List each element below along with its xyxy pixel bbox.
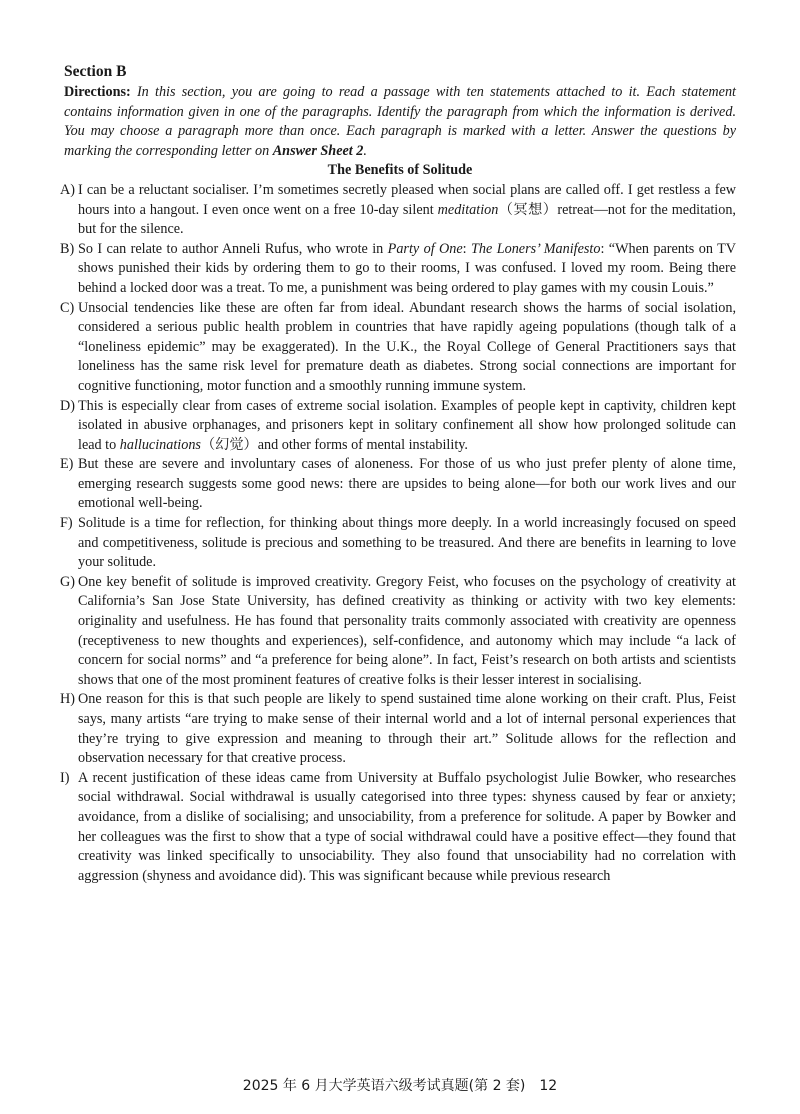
paragraph-text: One reason for this is that such people are likely to spend sustained time alone working on their craft. Plus, Feist says, many artists “are trying to make sense of their internal world and a lot of internal personal experiences that they’re trying to give expression and meaning to through their art.” Solitude allows for the reflection and observation necessary for that creative process. (78, 691, 736, 767)
directions (64, 83, 736, 161)
paragraph-g (60, 573, 736, 691)
paragraph-d (60, 397, 736, 456)
book-subtitle: The Loners’ Manifesto (471, 240, 601, 257)
paragraph-c (60, 299, 736, 397)
paragraph-a (60, 181, 736, 240)
paragraph-letter: G) (60, 573, 75, 590)
answer-sheet-ref: Answer Sheet 2 (272, 142, 364, 159)
directions-end: . (363, 142, 367, 159)
paragraph-text: Solitude is a time for reflection, for thinking about things more deeply. In a world increasingly focused on speed and competitiveness, solitude is precious and something to be treasured. And there are benefits in learning to love your solitude. (78, 515, 736, 571)
paragraph-text: This is especially clear from cases of extreme social isolation. Examples of people kept in captivity, children kept isolated in abusive orphanages, and prisoners kept in solitary confinement all show how prolonged solitude can lead to (78, 397, 736, 453)
paragraph-letter: A) (60, 181, 75, 198)
paragraph-text: : (462, 240, 472, 257)
paragraph-letter: E) (60, 456, 74, 473)
paragraph-h (60, 690, 736, 768)
paragraph-i (60, 769, 736, 887)
paragraph-text: But these are severe and involuntary cases of aloneness. For those of us who just prefer plenty of alone time, emerging research suggests some good news: there are upsides to being alone—for both our work lives and our emotional well-being. (78, 456, 736, 512)
paragraph-text: So I can relate to author Anneli Rufus, who wrote in (78, 240, 388, 257)
paragraph-italic: hallucinations (119, 436, 201, 453)
paragraph-text: One key benefit of solitude is improved creativity. Gregory Feist, who focuses on the psychology of creativity at California’s San Jose State University, has defined creativity as thinking or activity with two key elements: originality and usefulness. He has found that personality traits commonly associated with creativity are openness (receptiveness to new thoughts and experiences), self-confidence, and autonomy which may include “a lack of concern for social norms” and “a preference for being alone”. In fact, Feist’s research on both artists and scientists shows that one of the most prominent features of creative folks is their lesser interest in socialising. (78, 573, 736, 688)
paragraph-text: : “When parents on TV shows punished their kids by ordering them to go to their rooms, I was confused. I loved my room. Being there behind a locked door was a treat. To me, a punishment was being ordered to play games with my cousin Louis.” (78, 240, 736, 296)
directions-text: In this section, you are going to read a passage with ten statements attached to it. Each statement contains information given in one of the paragraphs. Identify the paragraph from which the information is derived. You may choose a paragraph more than once. Each paragraph is marked with a letter. Answer the questions by marking the corresponding letter on (64, 84, 736, 159)
paragraph-letter: I) (60, 769, 70, 786)
paragraph-text: Unsocial tendencies like these are often far from ideal. Abundant research shows the harms of social isolation, considered a serious public health problem in countries that have rapidly ageing populations (though talk of a “loneliness epidemic” may be exaggerated). In the U.K., the Royal College of General Practitioners says that loneliness has the same risk level for premature death as diabetes. Strong social connections are important for cognitive functioning, motor function and a smoothly running immune system. (78, 299, 736, 394)
directions-label: Directions: (64, 84, 131, 100)
paragraph-e (60, 455, 736, 514)
paragraph-italic: meditation (437, 201, 499, 218)
book-title: Party of One (387, 240, 463, 257)
paragraph-letter: F) (60, 515, 73, 532)
passage-title: The Benefits of Solitude (327, 162, 473, 179)
exam-page (60, 62, 736, 886)
paragraph-letter: D) (60, 397, 75, 414)
page-footer: 2025 年 6 月大学英语六级考试真题(第 2 套) 12 (242, 1078, 558, 1094)
paragraph-letter: B) (60, 240, 75, 257)
paragraph-text: （冥想）retreat—not for the meditation, but for the silence. (78, 201, 736, 238)
paragraph-letter: C) (60, 299, 75, 316)
paragraph-letter: H) (60, 691, 75, 708)
paragraph-text: A recent justification of these ideas came from University at Buffalo psychologist Julie Bowker, who researches social withdrawal. Social withdrawal is usually categorised into three types: shyness caused by fear or anxiety; avoidance, from a dislike of socialising; and unsociability, from a preference for solitude. A paper by Bowker and her colleagues was the first to show that a type of social withdrawal could have a positive effect—they found that creativity was linked specifically to unsociability. They also found that unsociability had no correlation with aggression (shyness and avoidance did). This was significant because while previous research (78, 769, 736, 884)
paragraph-text: I can be a reluctant socialiser. I’m sometimes secretly pleased when social plans are called off. I get restless a few hours into a hangout. I even once went on a free 10-day silent (78, 181, 736, 218)
section-title: Section B (64, 63, 127, 80)
paragraph-text: （幻觉）and other forms of mental instability. (200, 436, 468, 453)
paragraph-b (60, 240, 736, 299)
paragraph-f (60, 514, 736, 573)
